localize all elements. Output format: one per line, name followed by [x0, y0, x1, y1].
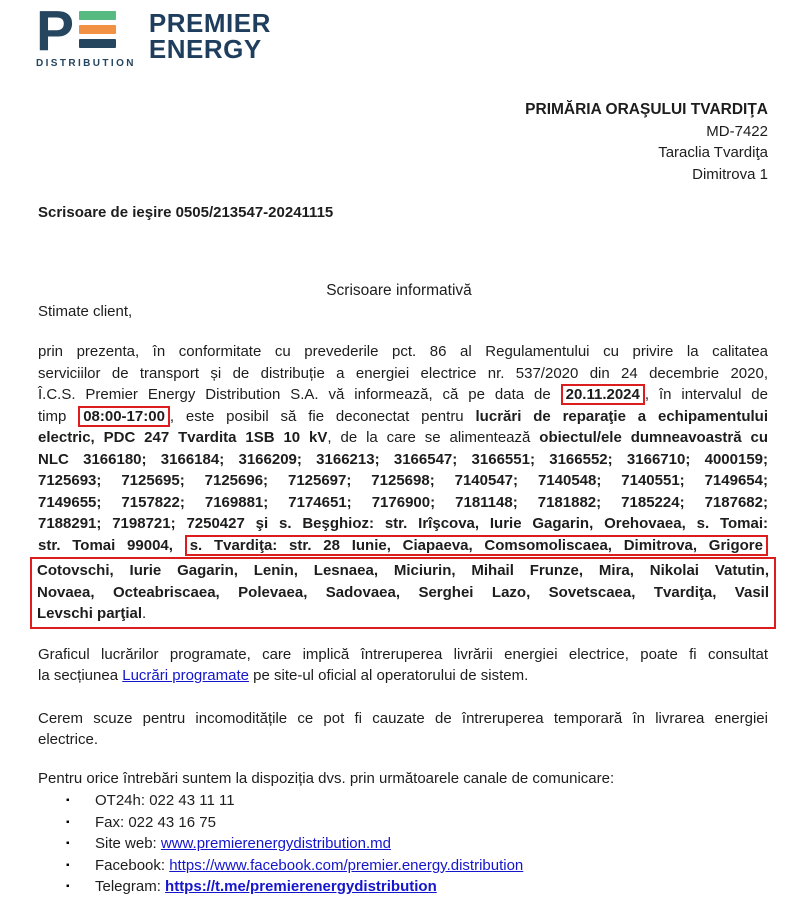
- text-segment: Novaea, Octeabriscaea, Polevaea, Sadovaea, Serghei Lazo, Sovetscaea, Tvardiţa, Vasil: [37, 583, 769, 601]
- text-line: [38, 492, 768, 514]
- contact-item-fax: [38, 812, 768, 834]
- text-segment: electric, PDC 247 Tvardita 1SB 10 kV: [38, 429, 328, 446]
- bullet-square-icon: ▪: [66, 881, 70, 892]
- contact-item-telegram: [38, 876, 768, 898]
- text-segment: lucrări de reparaţie a echipamentului: [475, 407, 768, 425]
- text-segment: Cerem scuze pentru incomoditățile ce pot fi cauzate de întreruperea temporară în livrarea energiei: [38, 709, 768, 727]
- text-line: [38, 513, 768, 535]
- logo-word-premier: PREMIER: [148, 8, 271, 38]
- facebook-link[interactable]: https://www.facebook.com/premier.energy.distribution: [169, 856, 524, 874]
- text-segment: , de la care se alimentează: [327, 429, 540, 446]
- text-segment: 7149655; 7157822; 7169881; 7174651; 7176900; 7181148; 7181882; 7185224; 7187682;: [38, 493, 768, 511]
- text-line: [38, 665, 768, 687]
- bullet-square-icon: ▪: [66, 795, 70, 806]
- text-segment: , în intervalul de: [644, 386, 768, 403]
- text-line: [37, 560, 769, 582]
- text-segment: pe site-ul oficial al operatorului de sistem.: [248, 667, 529, 684]
- text-segment: obiectul/ele dumneavoastră cu: [539, 429, 768, 446]
- contact-channels-list: [38, 790, 768, 898]
- letter-title: Scrisoare informativă: [326, 282, 472, 299]
- apology-paragraph: [38, 708, 768, 751]
- telegram-link[interactable]: https://t.me/premierenergydistribution: [165, 878, 437, 895]
- lucrari-programate-link[interactable]: Lucrări programate: [122, 667, 249, 684]
- bullet-square-icon: ▪: [66, 816, 70, 828]
- text-segment: , este posibil să fie deconectat pentru: [169, 407, 476, 425]
- text-segment: Cotovschi, Iurie Gagarin, Lenin, Lesnaea, Miciurin, Mihail Frunze, Mira, Nikolai Vatutin,: [37, 562, 769, 579]
- text-line: [38, 470, 768, 492]
- text-line: [38, 729, 768, 751]
- bullet-square-icon: ▪: [66, 838, 70, 849]
- contact-item-ot24h: [38, 790, 768, 812]
- contact-label: Site web:: [95, 835, 161, 852]
- contact-text: OT24h: 022 43 11 11: [95, 792, 235, 809]
- logo-wordmark: [149, 10, 271, 62]
- text-line: [38, 644, 768, 666]
- recipient-name: PRIMĂRIA ORAŞULUI TVARDIŢA: [525, 101, 768, 118]
- text-segment: 7188291; 7198721; 7250427 şi s. Beşghioz: str. Irîşcova, Iurie Gagarin, Orehovaea, s. Tomai:: [38, 515, 768, 532]
- disconnection-time-highlight: 08:00-17:00: [78, 406, 170, 427]
- contact-label: Telegram:: [95, 878, 166, 895]
- text-segment: 7125693; 7125695; 7125696; 7125697; 7125698; 7140547; 7140548; 7140551; 7149654;: [38, 472, 768, 489]
- text-line: [37, 603, 769, 625]
- text-line: [38, 768, 768, 790]
- text-line: [37, 582, 769, 604]
- text-line: [38, 406, 768, 428]
- schedule-info-paragraph: [38, 644, 768, 687]
- disconnection-date-highlight: 20.11.2024: [561, 384, 645, 405]
- text-line: [38, 449, 768, 471]
- contact-text: Fax: 022 43 16 75: [95, 813, 216, 831]
- logo-pe-mark: [36, 0, 136, 69]
- text-segment: Î.C.S. Premier Energy Distribution S.A. vă informează, că pe data de: [38, 386, 561, 403]
- text-segment: Levschi parţial: [37, 605, 143, 622]
- text-line: [38, 384, 768, 406]
- logo-letter-p: P: [36, 0, 72, 63]
- text-segment: Pentru orice întrebări suntem la dispoziția dvs. prin următoarele canale de comunicare:: [38, 769, 615, 787]
- recipient-address-block: [0, 99, 798, 185]
- text-segment: Graficul lucrărilor programate, care implică întreruperea livrării energiei electrice, poate fi consultat: [38, 645, 768, 663]
- logo-e-bars-icon: [79, 11, 116, 48]
- text-segment: .: [142, 605, 147, 622]
- letter-body: [38, 341, 768, 898]
- contact-intro-paragraph: [38, 768, 768, 790]
- text-line: [38, 363, 768, 385]
- text-line: [38, 708, 768, 730]
- disconnection-notice-paragraph: [38, 341, 768, 629]
- text-segment: NLC 3166180; 3166184; 3166209; 3166213; 3166547; 3166551; 3166552; 3166710; 4000159;: [38, 450, 768, 468]
- text-segment: timp: [38, 407, 79, 425]
- contact-label: Facebook:: [95, 856, 170, 874]
- text-line: [38, 427, 768, 449]
- logo-word-energy: ENERGY: [148, 34, 262, 64]
- text-line: [38, 341, 768, 363]
- text-line: [38, 535, 768, 557]
- outgoing-letter-reference: Scrisoare de ieşire 0505/213547-20241115: [38, 204, 334, 221]
- text-segment: prin prezenta, în conformitate cu prevederile pct. 86 al Regulamentului cu privire la calitatea: [38, 343, 768, 360]
- text-segment: serviciilor de transport și de distribuție a energiei electrice nr. 537/2020 din 24 decembrie 2020,: [38, 364, 768, 382]
- premier-energy-logo: [36, 0, 271, 69]
- site-web-link[interactable]: www.premierenergydistribution.md: [160, 835, 391, 852]
- text-segment: str. Tomai 99004,: [38, 536, 185, 554]
- text-segment: la secțiunea: [38, 667, 123, 684]
- recipient-address-line: Taraclia Tvardiţa: [658, 144, 768, 161]
- contact-item-facebook: [38, 855, 768, 877]
- bullet-square-icon: ▪: [66, 859, 70, 871]
- recipient-address-line: MD-7422: [706, 122, 768, 140]
- text-segment: electrice.: [38, 731, 99, 748]
- recipient-address-line: Dimitrova 1: [692, 165, 768, 183]
- contact-item-site: [38, 833, 768, 855]
- greeting: Stimate client,: [38, 303, 133, 320]
- affected-streets-highlight-start: s. Tvardiţa: str. 28 Iunie, Ciapaeva, Comsomoliscaea, Dimitrova, Grigore: [185, 535, 768, 556]
- logo-distribution-label: DISTRIBUTION: [36, 58, 136, 69]
- affected-streets-red-box: [30, 557, 776, 629]
